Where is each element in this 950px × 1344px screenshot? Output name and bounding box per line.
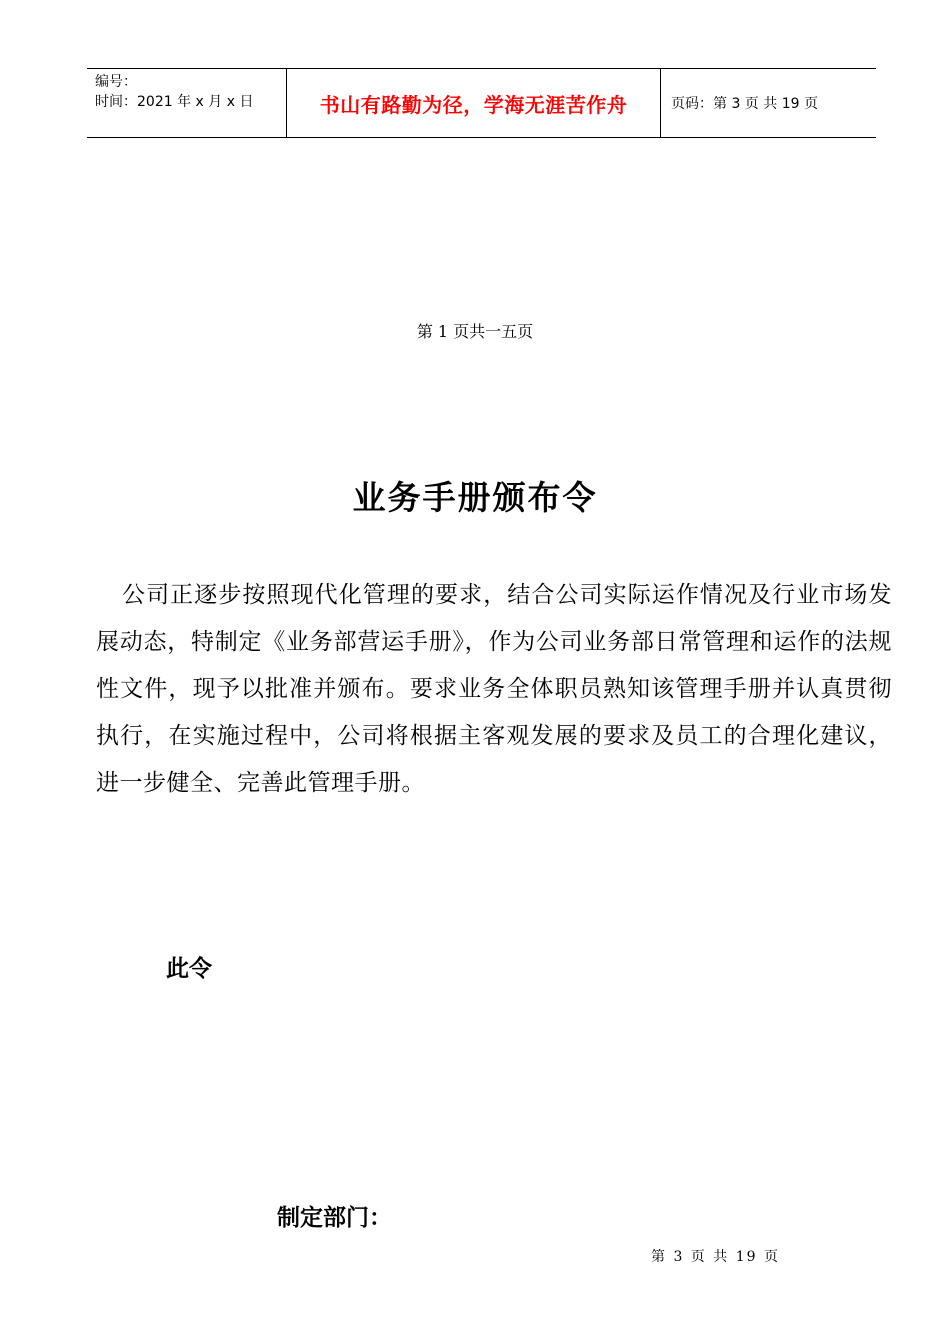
page-header <box>87 68 876 138</box>
document-title: 业务手册颁布令 <box>352 478 598 517</box>
page-mark: 第 1 页共一五页 <box>416 322 534 341</box>
date-label: 时间：2021 年 x 月 x 日 <box>95 94 254 110</box>
body-paragraph: 公司正逐步按照现代化管理的要求，结合公司实际运作情况及行业市场发展动态，特制定《业务部营运手册》，作为公司业务部日常管理和运作的法规性文件，现予以批准并颁布。要求业务全体职员熟知该管理手册并认真贯彻执行，在实施过程中，公司将根据主客观发展的要求及员工的合理化建议，进一步健全、完善此管理手册。 <box>96 582 892 796</box>
number-label: 编号： <box>95 74 137 90</box>
header-page-info: 页码：第 3 页 共 19 页 <box>671 96 818 112</box>
header-meta <box>87 69 287 137</box>
page-footer: 第 3 页 共 19 页 <box>651 1249 780 1265</box>
order-line: 此令 <box>166 955 212 982</box>
header-motto: 书山有路勤为径，学海无涯苦作舟 <box>287 69 661 137</box>
department-label: 制定部门： <box>277 1204 392 1231</box>
